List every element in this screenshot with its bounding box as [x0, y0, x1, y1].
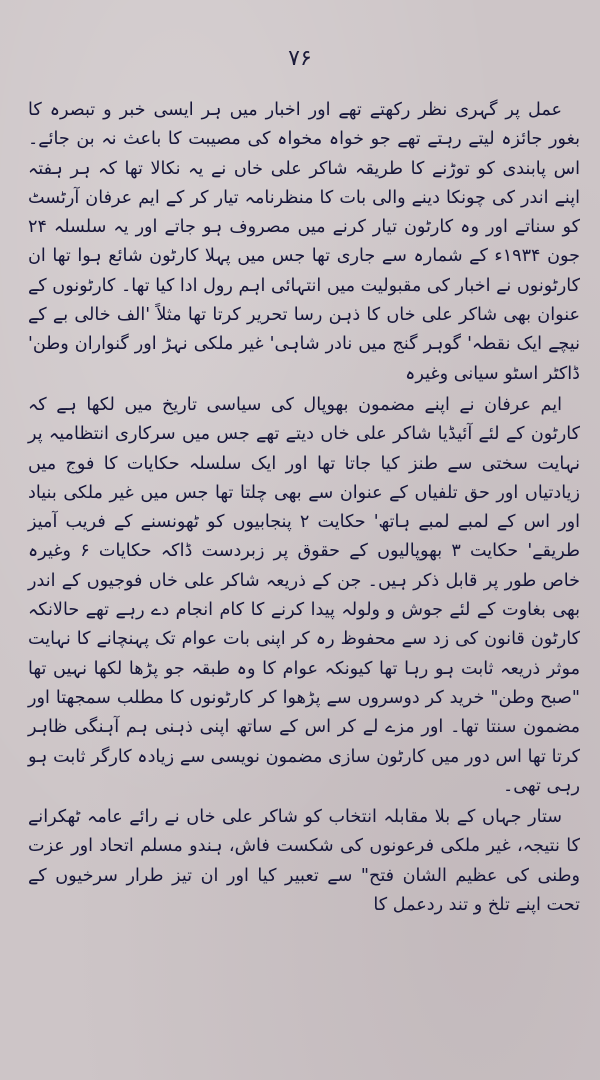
paragraph: ستار جہاں کے بلا مقابلہ انتخاب کو شاکر علی خاں نے رائے عامہ ٹھکرانے کا نتیجہ، غیر ملکی فرعونوں کی شکست فاش، ہندو مسلم اتحاد اور عزت وطنی کی عظیم الشان فتح" سے تعبیر کیا اور ان تیز طرار سرخیوں کے تحت اپنے تلخ و تند ردعمل کا: [28, 807, 580, 916]
body-text: [28, 96, 580, 920]
page-number: ۷۶: [288, 46, 312, 71]
paragraph: عمل پر گہری نظر رکھتے تھے اور اخبار میں ہر ایسی خبر و تبصرہ کا بغور جائزہ لیتے رہتے تھے جو خواہ مخواہ کی مصیبت کا باعث نہ بن جائے۔ اس پابندی کو توڑنے کا طریقہ شاکر علی خاں نے یہ نکالا تھا کہ ہر ہفتہ اپنے اندر کی چونکا دینے والی بات کا منظرنامہ تیار کر کے ایم عرفان آرٹسٹ کو سناتے اور وہ کارٹون تیار کرنے میں مصروف ہو جاتے اور یہ سلسلہ ۲۴ جون ۱۹۳۴ء کے شمارہ سے جاری تھا جس میں پہلا کارٹون شائع ہوا تھا ان کارٹونوں نے اخبار کی مقبولیت میں انتہائی اہم رول ادا کیا تھا۔ کارٹونوں کے عنوان بھی شاکر علی خاں کا ذہن رسا تحریر کرتا تھا مثلاً 'الف خالی بے کے نیچے ایک نقطہ' گوہر گنج میں نادر شاہی' غیر ملکی نہڑ اور گنواران وطن' ڈاکٹر اسٹو سیانی وغیرہ: [28, 100, 580, 384]
paragraph: ایم عرفان نے اپنے مضمون بھوپال کی سیاسی تاریخ میں لکھا ہے کہ کارٹون کے لئے آئیڈیا شاکر علی خاں دیتے تھے جس میں سرکاری انتظامیہ پر نہایت سختی سے طنز کیا جاتا تھا اور ایک سلسلہ حکایات کا فوج میں زیادتیاں اور حق تلفیاں کے عنوان سے بھی چلتا تھا جس میں غیر ملکی بنیاد اور اس کے لمبے لمبے ہاتھ' حکایت ۲ پنجابیوں کو ٹھونسنے کے فریب آمیز طریقے' حکایت ۳ بھوپالیوں کے حقوق پر زبردست ڈاکہ حکایات ۶ وغیرہ خاص طور پر قابل ذکر ہیں۔ جن کے ذریعہ شاکر علی خاں فوجیوں کے اندر بھی بغاوت کے لئے جوش و ولولہ پیدا کرنے کا کام انجام دے رہے تھے حالانکہ کارٹون قانون کی زد سے محفوظ رہ کر اپنی بات عوام تک پہنچانے کا نہایت موثر ذریعہ ثابت ہو رہا تھا کیونکہ عوام کا وہ طبقہ جو پڑھا لکھا نہیں تھا "صبح وطن" خرید کر دوسروں سے پڑھوا کر کارٹونوں کا مطلب سمجھتا اور مضمون سنتا تھا۔ اور مزے لے کر اس کے ساتھ اپنی ذہنی ہم آہنگی ظاہر کرتا تھا اس دور میں کارٹون سازی مضمون نویسی سے زیادہ کارگر ثابت ہو رہی تھی۔: [28, 394, 580, 796]
